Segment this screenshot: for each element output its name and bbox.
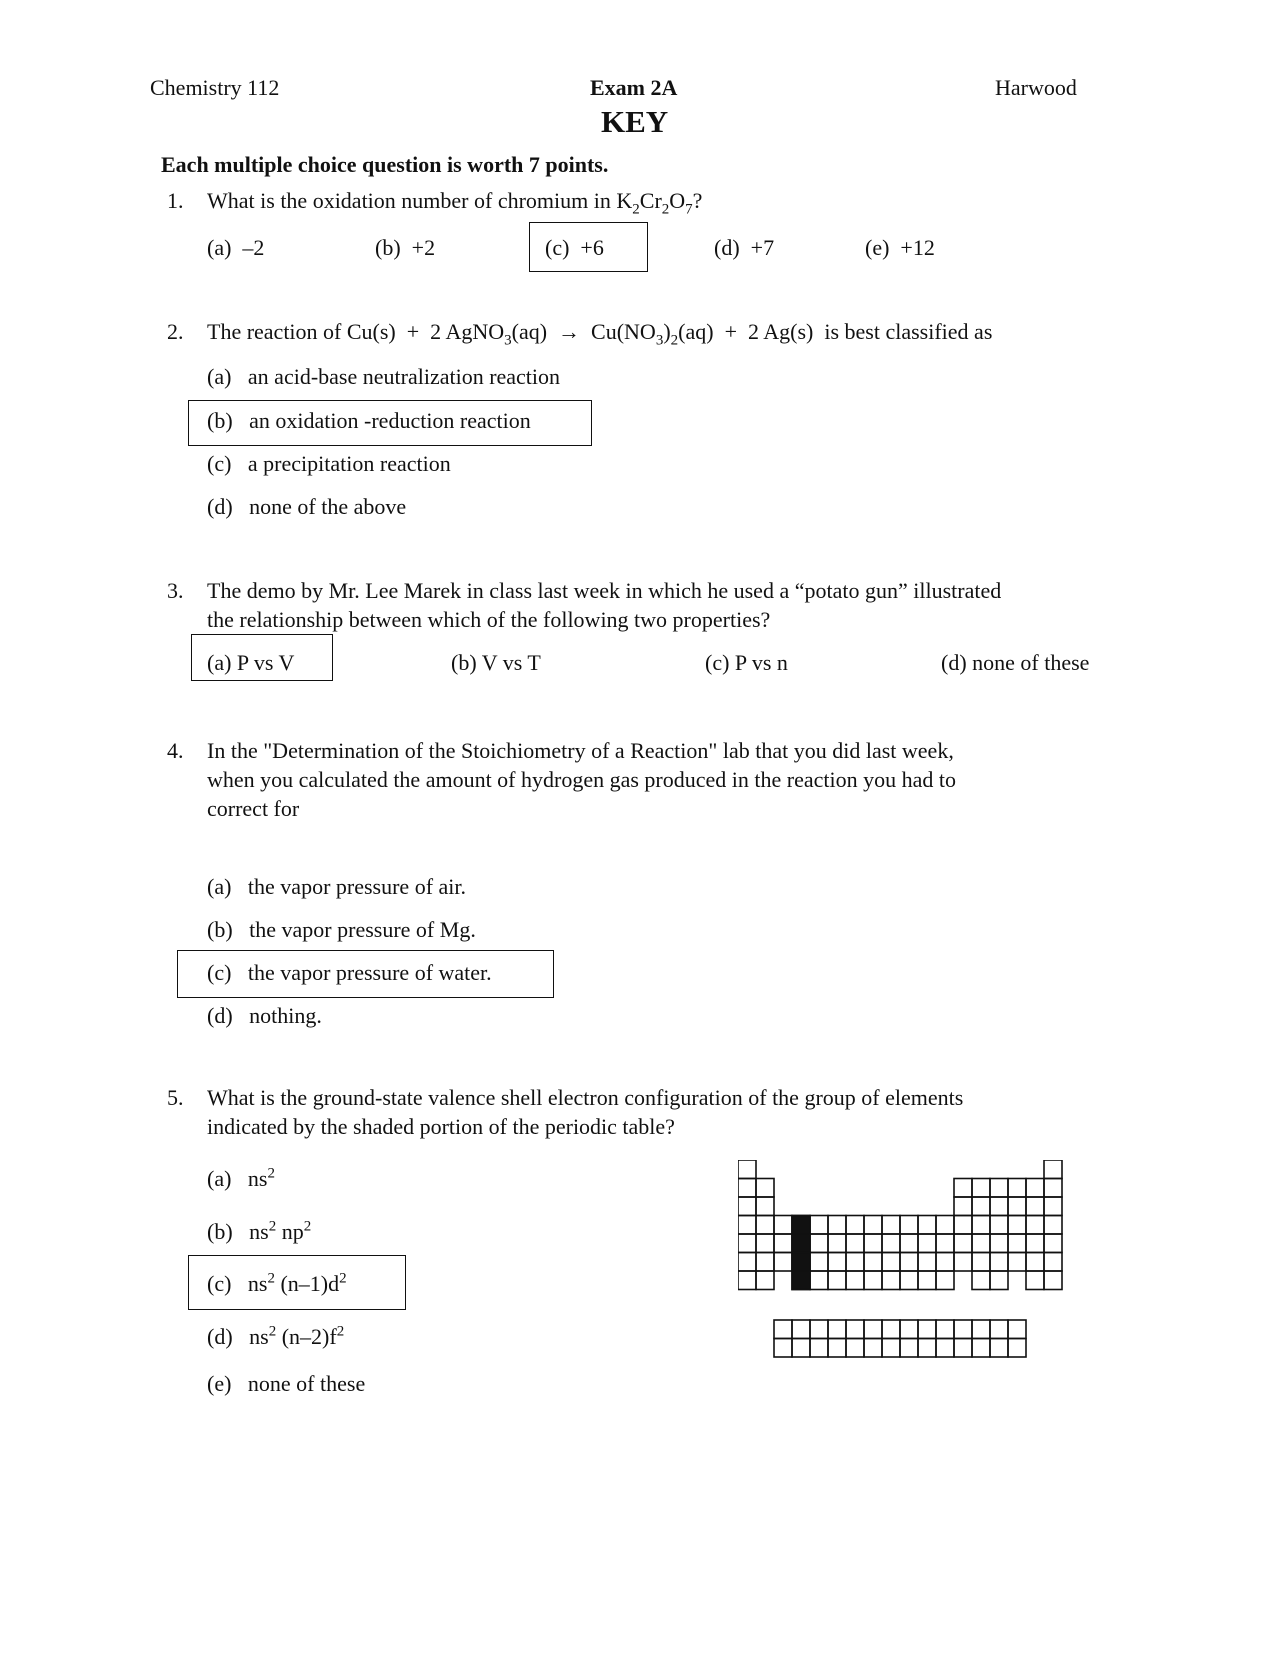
periodic-cell xyxy=(918,1253,936,1272)
q4-line3: correct for xyxy=(207,796,300,821)
periodic-cell xyxy=(918,1271,936,1290)
q4-line2: when you calculated the amount of hydrogen gas produced in the reaction you had to xyxy=(207,767,956,792)
periodic-cell xyxy=(900,1320,918,1339)
periodic-cell xyxy=(774,1216,792,1235)
periodic-cell xyxy=(1008,1320,1026,1339)
periodic-cell xyxy=(900,1339,918,1358)
key-label: KEY xyxy=(601,104,669,139)
q5-option-a[interactable]: (a) $ns^2$ xyxy=(207,1165,275,1191)
periodic-cell xyxy=(864,1339,882,1358)
q5-option-e[interactable]: (e) none of these xyxy=(207,1371,366,1396)
periodic-cell xyxy=(774,1320,792,1339)
q4-option-c[interactable]: (c) the vapor pressure of water. xyxy=(207,960,492,985)
periodic-cell xyxy=(1008,1339,1026,1358)
periodic-cell xyxy=(756,1234,774,1253)
periodic-cell xyxy=(972,1234,990,1253)
periodic-cell xyxy=(810,1216,828,1235)
periodic-cell xyxy=(1008,1216,1026,1235)
instructions: Each multiple choice question is worth 7 points. xyxy=(161,152,609,177)
periodic-cell xyxy=(1026,1271,1044,1290)
periodic-cell xyxy=(900,1234,918,1253)
periodic-cell xyxy=(828,1234,846,1253)
periodic-cell xyxy=(972,1320,990,1339)
periodic-cell xyxy=(1044,1253,1062,1272)
periodic-cell-shaded xyxy=(792,1216,810,1235)
periodic-cell xyxy=(810,1339,828,1358)
q3-line1: The demo by Mr. Lee Marek in class last week in which he used a “potato gun” illustrated xyxy=(207,578,1002,603)
periodic-cell-shaded xyxy=(792,1271,810,1290)
q1-option-c[interactable]: (c) +6 xyxy=(545,235,604,260)
periodic-cell xyxy=(828,1271,846,1290)
periodic-cell xyxy=(1044,1197,1062,1216)
q1-option-a[interactable]: (a) –2 xyxy=(207,235,265,260)
q4-option-a[interactable]: (a) the vapor pressure of air. xyxy=(207,874,467,899)
q3-option-d[interactable]: (d) none of these xyxy=(941,650,1090,675)
periodic-cell xyxy=(972,1197,990,1216)
q5-line2: indicated by the shaded portion of the periodic table? xyxy=(207,1114,675,1139)
course-name: Chemistry 112 xyxy=(150,75,280,100)
periodic-cell xyxy=(936,1234,954,1253)
periodic-cell xyxy=(1026,1197,1044,1216)
periodic-cell xyxy=(1026,1179,1044,1198)
periodic-cell xyxy=(972,1271,990,1290)
q2-text: The reaction of Cu(s) + 2 AgNO$_3$(aq) → $Cu(NO_3)_2(aq) + 2$ Ag(s) is best classified as xyxy=(207,319,993,349)
periodic-cell xyxy=(882,1339,900,1358)
periodic-cell xyxy=(918,1339,936,1358)
periodic-cell xyxy=(1026,1234,1044,1253)
q1-number: 1. xyxy=(167,188,184,213)
periodic-cell xyxy=(846,1216,864,1235)
periodic-cell xyxy=(810,1234,828,1253)
periodic-cell xyxy=(954,1179,972,1198)
periodic-cell xyxy=(954,1234,972,1253)
q1-option-e[interactable]: (e) +12 xyxy=(865,235,935,260)
periodic-cell xyxy=(990,1339,1008,1358)
q5-option-c[interactable]: (c) $ns^2$ $(n-1)d^2$ xyxy=(207,1270,347,1296)
periodic-cell xyxy=(1008,1234,1026,1253)
periodic-cell xyxy=(846,1253,864,1272)
periodic-cell xyxy=(846,1234,864,1253)
periodic-cell xyxy=(864,1253,882,1272)
periodic-cell xyxy=(972,1339,990,1358)
periodic-cell xyxy=(864,1234,882,1253)
periodic-cell xyxy=(990,1216,1008,1235)
periodic-cell-shaded xyxy=(792,1234,810,1253)
periodic-cell xyxy=(738,1271,756,1290)
periodic-cell xyxy=(972,1216,990,1235)
q1-option-d[interactable]: (d) +7 xyxy=(714,235,775,260)
q3-line2: the relationship between which of the following two properties? xyxy=(207,607,771,632)
periodic-cell xyxy=(756,1271,774,1290)
periodic-cell xyxy=(1008,1253,1026,1272)
periodic-cell xyxy=(918,1216,936,1235)
exam-title: Exam 2A xyxy=(590,75,678,100)
periodic-cell xyxy=(990,1179,1008,1198)
periodic-cell xyxy=(792,1339,810,1358)
periodic-cell xyxy=(1026,1216,1044,1235)
periodic-cell xyxy=(828,1216,846,1235)
periodic-cell xyxy=(936,1339,954,1358)
q5-option-d[interactable]: (d) $ns^2$ $(n-2)f^2$ xyxy=(207,1323,345,1349)
periodic-cell xyxy=(882,1320,900,1339)
periodic-cell xyxy=(774,1253,792,1272)
periodic-cell xyxy=(828,1339,846,1358)
periodic-cell xyxy=(738,1160,756,1179)
periodic-cell xyxy=(900,1271,918,1290)
periodic-cell xyxy=(792,1320,810,1339)
q5-line1: What is the ground-state valence shell electron configuration of the group of elements xyxy=(207,1085,964,1110)
periodic-cell xyxy=(774,1339,792,1358)
periodic-cell xyxy=(846,1320,864,1339)
q3-option-a[interactable]: (a) P vs V xyxy=(207,650,295,675)
periodic-table-diagram xyxy=(738,1160,1068,1372)
periodic-cell xyxy=(900,1216,918,1235)
periodic-cell xyxy=(1026,1253,1044,1272)
q2-option-b[interactable]: (b) an oxidation -reduction reaction xyxy=(207,408,531,433)
periodic-cell xyxy=(1044,1216,1062,1235)
periodic-cell xyxy=(738,1234,756,1253)
periodic-cell xyxy=(990,1271,1008,1290)
q4-option-b[interactable]: (b) the vapor pressure of Mg. xyxy=(207,917,476,942)
periodic-cell xyxy=(810,1320,828,1339)
q1-text: What is the oxidation number of chromium in $K_2Cr_2O_7$? xyxy=(207,188,703,218)
periodic-cell xyxy=(756,1253,774,1272)
instructor-name: Harwood xyxy=(995,75,1077,100)
periodic-cell xyxy=(882,1216,900,1235)
q4-option-d[interactable]: (d) nothing. xyxy=(207,1003,322,1028)
q2-option-c[interactable]: (c) a precipitation reaction xyxy=(207,451,451,476)
q3-option-c[interactable]: (c) P vs n xyxy=(705,650,788,675)
periodic-cell xyxy=(1044,1271,1062,1290)
periodic-cell xyxy=(756,1216,774,1235)
periodic-cell xyxy=(936,1216,954,1235)
q4-line1: In the "Determination of the Stoichiometry of a Reaction" lab that you did last week, xyxy=(207,738,954,763)
periodic-cell xyxy=(738,1179,756,1198)
periodic-cell xyxy=(882,1271,900,1290)
periodic-cell xyxy=(954,1320,972,1339)
periodic-cell xyxy=(846,1271,864,1290)
periodic-cell xyxy=(954,1339,972,1358)
periodic-cell xyxy=(810,1253,828,1272)
periodic-cell xyxy=(774,1234,792,1253)
periodic-cell xyxy=(864,1216,882,1235)
q5-option-b[interactable]: (b) $ns^2$ $np^2$ xyxy=(207,1218,312,1244)
periodic-cell xyxy=(864,1320,882,1339)
periodic-cell-shaded xyxy=(792,1253,810,1272)
periodic-cell xyxy=(882,1253,900,1272)
q2-number: 2. xyxy=(167,319,184,344)
periodic-cell xyxy=(972,1253,990,1272)
periodic-cell xyxy=(918,1320,936,1339)
periodic-cell xyxy=(900,1253,918,1272)
periodic-cell xyxy=(954,1197,972,1216)
periodic-cell xyxy=(936,1320,954,1339)
periodic-cell xyxy=(990,1320,1008,1339)
periodic-cell xyxy=(846,1339,864,1358)
q1-option-b[interactable]: (b) +2 xyxy=(375,235,436,260)
periodic-cell xyxy=(738,1216,756,1235)
q4-number: 4. xyxy=(167,738,184,763)
q2-option-a[interactable]: (a) an acid-base neutralization reaction xyxy=(207,364,561,389)
periodic-cell xyxy=(1008,1179,1026,1198)
periodic-cell xyxy=(738,1197,756,1216)
periodic-cell xyxy=(1044,1160,1062,1179)
periodic-cell xyxy=(864,1271,882,1290)
periodic-cell xyxy=(936,1271,954,1290)
periodic-cell xyxy=(954,1253,972,1272)
q3-number: 3. xyxy=(167,578,184,603)
periodic-cell xyxy=(990,1234,1008,1253)
periodic-cell xyxy=(828,1320,846,1339)
periodic-cell xyxy=(756,1179,774,1198)
periodic-cell xyxy=(1008,1197,1026,1216)
periodic-cell xyxy=(1044,1234,1062,1253)
periodic-cell xyxy=(918,1234,936,1253)
periodic-cell xyxy=(972,1179,990,1198)
periodic-cell xyxy=(882,1234,900,1253)
periodic-cell xyxy=(954,1216,972,1235)
periodic-cell xyxy=(936,1253,954,1272)
periodic-cell xyxy=(990,1253,1008,1272)
periodic-cell xyxy=(810,1271,828,1290)
periodic-cell xyxy=(756,1197,774,1216)
q3-option-b[interactable]: (b) V vs T xyxy=(451,650,541,675)
q5-number: 5. xyxy=(167,1085,184,1110)
q2-option-d[interactable]: (d) none of the above xyxy=(207,494,407,519)
periodic-table-cells xyxy=(738,1160,1062,1357)
periodic-cell xyxy=(738,1253,756,1272)
periodic-cell xyxy=(1044,1179,1062,1198)
periodic-cell xyxy=(828,1253,846,1272)
periodic-cell xyxy=(990,1197,1008,1216)
